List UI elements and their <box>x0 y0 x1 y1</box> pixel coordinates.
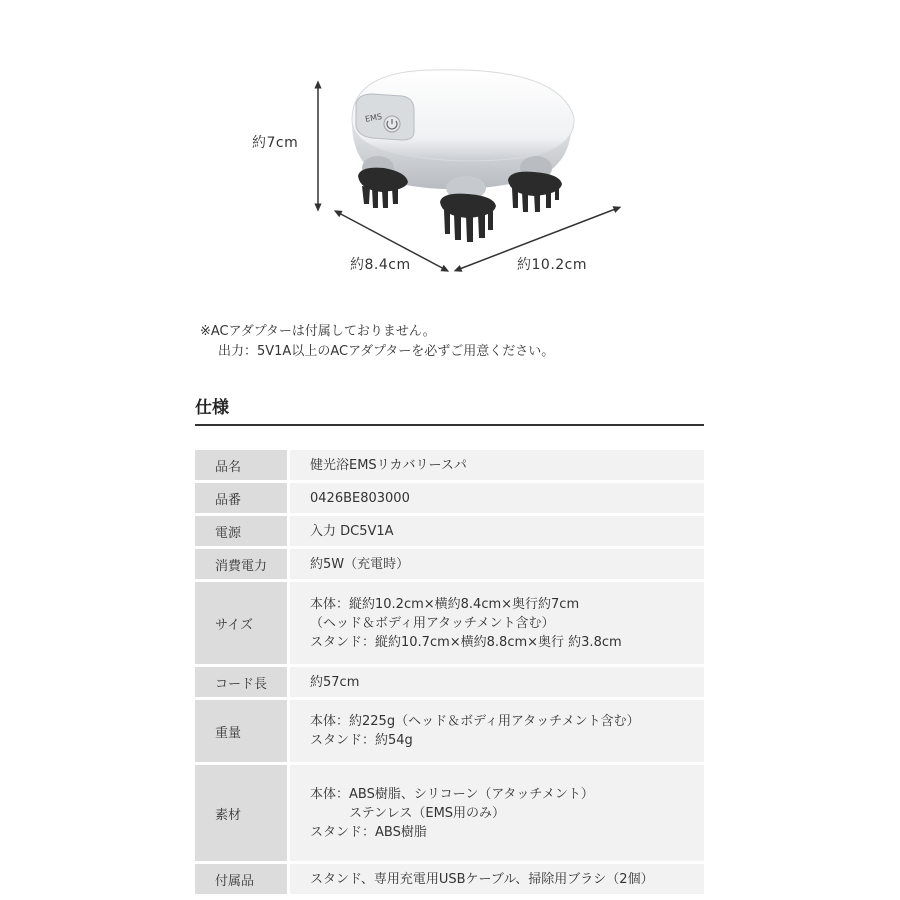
product-figure <box>0 0 900 300</box>
spec-row <box>195 516 704 546</box>
spec-value-line: （ヘッド＆ボディ用アタッチメント含む） <box>310 615 555 631</box>
spec-value <box>290 549 704 579</box>
spec-value-line: スタンド：縦約10.7cm×横約8.8cm×奥行 約3.8cm <box>310 634 622 650</box>
spec-value <box>290 700 704 762</box>
spec-value-line: 本体：ABS樹脂、シリコーン（アタッチメント） <box>310 786 594 802</box>
spec-value-line: ステンレス（EMS用のみ） <box>310 805 506 821</box>
spec-title: 仕様 <box>195 393 704 426</box>
spec-value <box>290 765 704 861</box>
note-line-1: ※ACアダプターは付属しておりません。 <box>200 324 436 339</box>
product-illustration <box>0 0 900 300</box>
spec-value-line: スタンド、専用充電用USBケーブル、掃除用ブラシ（2個） <box>310 871 654 887</box>
spec-row <box>195 483 704 513</box>
spec-row <box>195 700 704 762</box>
spec-value <box>290 582 704 664</box>
spec-row <box>195 667 704 697</box>
spec-value-line: スタンド：約54g <box>310 733 413 748</box>
spec-row <box>195 450 704 480</box>
spec-value <box>290 516 704 546</box>
spec-table <box>195 447 704 897</box>
spec-value <box>290 483 704 513</box>
spec-value <box>290 864 704 894</box>
spec-value-line: 0426BE803000 <box>310 490 410 506</box>
spec-key: コード長 <box>195 667 287 697</box>
spec-value <box>290 667 704 697</box>
spec-row <box>195 864 704 894</box>
spec-row <box>195 765 704 861</box>
spec-value <box>290 450 704 480</box>
spec-value-line: 入力 DC5V1A <box>310 523 394 539</box>
height-label: 約7cm <box>252 135 299 151</box>
spec-key: サイズ <box>195 582 287 664</box>
spec-row <box>195 549 704 579</box>
spec-key: 品名 <box>195 450 287 480</box>
spec-value-line: 約5W（充電時） <box>310 556 410 572</box>
spec-key: 素材 <box>195 765 287 861</box>
spec-value-line: 健光浴EMSリカバリースパ <box>310 457 467 473</box>
spec-value-line: 本体：約225g（ヘッド＆ボディ用アタッチメント含む） <box>310 714 640 729</box>
spec-value-line: 約57cm <box>310 674 360 690</box>
depth-label: 約8.4cm <box>350 257 411 273</box>
ems-button-text: EMS <box>364 111 383 124</box>
spec-key: 品番 <box>195 483 287 513</box>
adapter-notes <box>200 322 554 362</box>
width-label: 約10.2cm <box>517 257 588 273</box>
spec-key: 重量 <box>195 700 287 762</box>
spec-value-line: スタンド：ABS樹脂 <box>310 824 427 840</box>
spec-key: 電源 <box>195 516 287 546</box>
spec-key: 消費電力 <box>195 549 287 579</box>
massager-device <box>352 70 574 242</box>
spec-key: 付属品 <box>195 864 287 894</box>
spec-value-line: 本体：縦約10.2cm×横約8.4cm×奥行約7cm <box>310 596 580 612</box>
spec-row <box>195 582 704 664</box>
note-line-2: 出力：5V1A以上のACアダプターを必ずご用意ください。 <box>218 344 555 359</box>
